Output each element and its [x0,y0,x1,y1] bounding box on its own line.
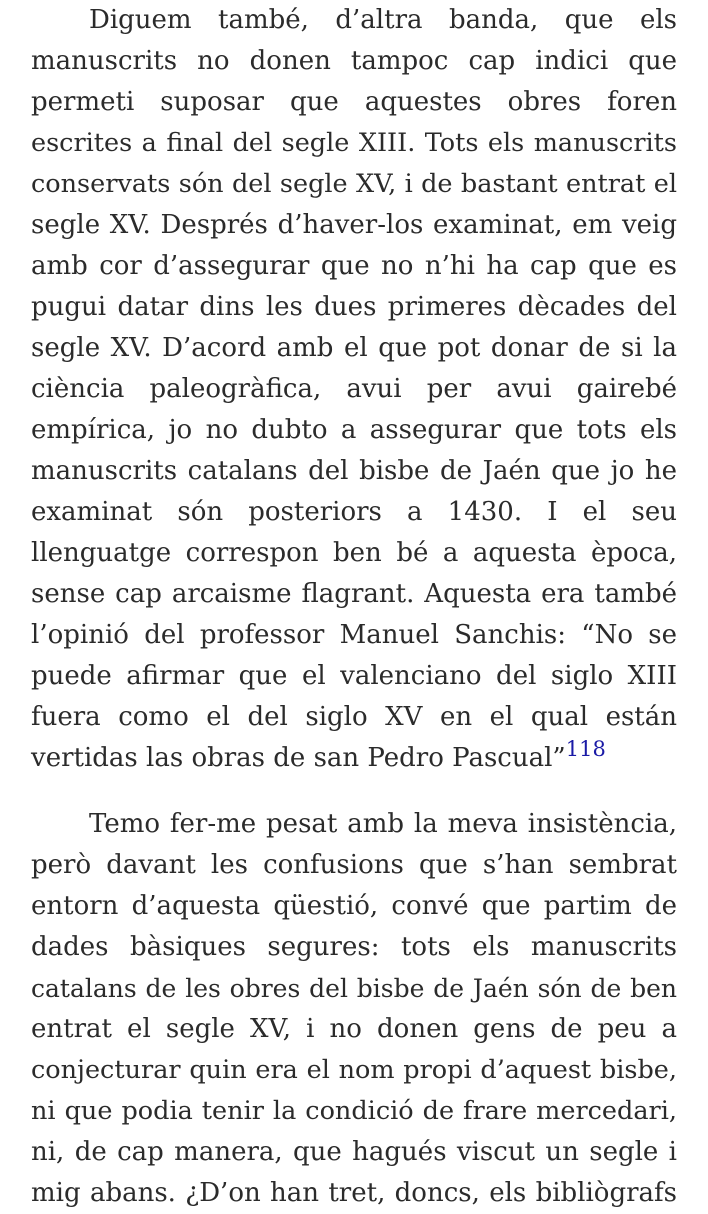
text-line: examinat són posteriors a 1430. I el seu [31,497,677,527]
text-line: segle XV. Després d’haver-los examinat, em veig [31,210,677,240]
text-line: però davant les confusions que s’han sembrat [31,850,677,880]
text-line: llenguatge correspon ben bé a aquesta època, [31,538,677,568]
text-line: empírica, jo no dubto a assegurar que tots els [31,415,677,445]
text-line: entrat el segle XV, i no donen gens de peu a [31,1014,677,1044]
text-line: mig abans. ¿D’on han tret, doncs, els bibliògrafs [31,1178,677,1208]
text-line: Temo fer-me pesat amb la meva insistència, [89,809,677,839]
text-line: escrites a final del segle XIII. Tots els manuscrits [31,128,677,158]
text-line: manuscrits catalans del bisbe de Jaén que jo he [31,456,677,486]
text-line: dades bàsiques segures: tots els manuscrits [31,932,677,962]
text-line: sense cap arcaisme flagrant. Aquesta era també [31,579,677,609]
text-line: conservats són del segle XV, i de bastant entrat el [31,169,677,199]
text-line: segle XV. D’acord amb el que pot donar de si la [31,333,677,363]
text-line: ni, de cap manera, que hagués viscut un segle i [31,1137,677,1167]
text-line: l’opinió del professor Manuel Sanchis: “No se [31,620,677,650]
text-line: fuera como el del siglo XV en el qual están [31,702,677,732]
text-line: conjecturar quin era el nom propi d’aquest bisbe, [31,1055,677,1085]
text-line: puede afirmar que el valenciano del siglo XIII [31,661,677,691]
text-line: entorn d’aquesta qüestió, convé que partim de [31,891,677,921]
text-line: amb cor d’assegurar que no n’hi ha cap que es [31,251,677,281]
text-line: ciència paleogràfica, avui per avui gairebé [31,374,677,404]
text-line: ni que podia tenir la condició de frare mercedari, [31,1096,677,1126]
text-line: manuscrits no donen tampoc cap indici que [31,46,677,76]
text-line [31,738,677,779]
footnote-link-118[interactable]: 118 [565,737,606,761]
text-line: Diguem també, d’altra banda, que els [89,5,677,35]
text-line: catalans de les obres del bisbe de Jaén són de ben [31,974,677,1003]
text-line: permeti suposar que aquestes obres foren [31,87,677,117]
text-line: pugui datar dins les dues primeres dècades del [31,292,677,322]
text-line-content: vertidas las obras de san Pedro Pascual” [31,743,566,773]
